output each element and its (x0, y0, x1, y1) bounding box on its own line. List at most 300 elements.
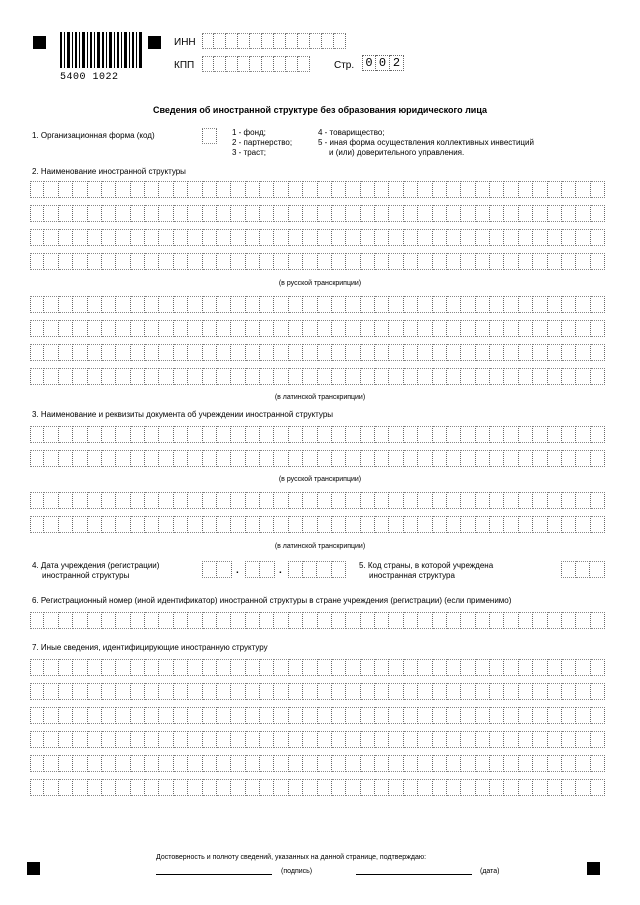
character-cell[interactable] (102, 426, 116, 443)
character-cell[interactable] (389, 320, 403, 337)
character-cell[interactable] (188, 229, 202, 246)
character-cell[interactable] (591, 683, 605, 700)
character-cell[interactable] (246, 296, 260, 313)
character-cell[interactable] (375, 344, 389, 361)
character-cell[interactable] (274, 426, 288, 443)
character-cell[interactable] (447, 320, 461, 337)
character-cell[interactable] (159, 731, 173, 748)
character-cell[interactable] (303, 516, 317, 533)
character-cell[interactable] (375, 253, 389, 270)
character-cell[interactable] (562, 731, 576, 748)
character-cell[interactable] (490, 344, 504, 361)
character-cell[interactable] (73, 253, 87, 270)
character-cell[interactable] (88, 205, 102, 222)
character-cell[interactable] (286, 56, 298, 72)
character-cell[interactable] (318, 659, 332, 676)
character-cell[interactable] (188, 450, 202, 467)
character-cell[interactable] (303, 450, 317, 467)
character-cell[interactable] (346, 683, 360, 700)
character-cell[interactable] (375, 426, 389, 443)
character-cell[interactable] (131, 205, 145, 222)
character-cell[interactable] (298, 33, 310, 49)
character-cell[interactable] (116, 368, 130, 385)
character-cell[interactable] (116, 296, 130, 313)
character-cell[interactable] (202, 56, 214, 72)
field4-month[interactable] (245, 561, 275, 578)
character-cell[interactable] (59, 229, 73, 246)
character-cell[interactable] (303, 492, 317, 509)
character-cell[interactable] (131, 368, 145, 385)
character-cell[interactable] (217, 181, 231, 198)
character-cell[interactable] (418, 755, 432, 772)
character-cell[interactable] (231, 492, 245, 509)
character-cell[interactable] (289, 516, 303, 533)
character-cell[interactable] (274, 253, 288, 270)
character-cell[interactable] (562, 205, 576, 222)
character-cell[interactable] (389, 731, 403, 748)
character-cell[interactable] (289, 426, 303, 443)
character-cell[interactable] (274, 229, 288, 246)
character-cell[interactable] (576, 516, 590, 533)
character-cell[interactable] (30, 426, 44, 443)
character-cell[interactable] (159, 205, 173, 222)
character-cell[interactable] (30, 612, 44, 629)
character-cell[interactable] (102, 320, 116, 337)
character-cell[interactable] (404, 296, 418, 313)
character-cell[interactable] (318, 296, 332, 313)
field3-doc-lat-row-1[interactable] (30, 492, 605, 509)
character-cell[interactable] (260, 659, 274, 676)
character-cell[interactable] (562, 683, 576, 700)
character-cell[interactable] (73, 731, 87, 748)
character-cell[interactable] (30, 320, 44, 337)
character-cell[interactable] (461, 253, 475, 270)
field4-year[interactable] (288, 561, 346, 578)
character-cell[interactable] (490, 229, 504, 246)
character-cell[interactable] (145, 426, 159, 443)
character-cell[interactable] (332, 561, 347, 578)
character-cell[interactable] (303, 779, 317, 796)
character-cell[interactable] (231, 731, 245, 748)
character-cell[interactable] (433, 755, 447, 772)
character-cell[interactable] (361, 683, 375, 700)
character-cell[interactable] (188, 659, 202, 676)
character-cell[interactable] (174, 426, 188, 443)
character-cell[interactable] (145, 755, 159, 772)
character-cell[interactable] (346, 344, 360, 361)
character-cell[interactable] (289, 253, 303, 270)
character-cell[interactable] (318, 426, 332, 443)
character-cell[interactable] (375, 612, 389, 629)
character-cell[interactable] (188, 492, 202, 509)
character-cell[interactable] (231, 368, 245, 385)
character-cell[interactable] (476, 707, 490, 724)
character-cell[interactable] (533, 659, 547, 676)
character-cell[interactable] (433, 492, 447, 509)
character-cell[interactable] (30, 492, 44, 509)
character-cell[interactable] (188, 368, 202, 385)
character-cell[interactable] (490, 612, 504, 629)
character-cell[interactable] (303, 181, 317, 198)
character-cell[interactable] (246, 612, 260, 629)
field2-name-ru-row-3[interactable] (30, 229, 605, 246)
character-cell[interactable] (461, 659, 475, 676)
character-cell[interactable] (375, 659, 389, 676)
character-cell[interactable] (260, 368, 274, 385)
character-cell[interactable] (44, 612, 58, 629)
character-cell[interactable] (174, 320, 188, 337)
character-cell[interactable] (461, 612, 475, 629)
character-cell[interactable] (174, 731, 188, 748)
character-cell[interactable] (332, 516, 346, 533)
character-cell[interactable] (418, 450, 432, 467)
character-cell[interactable] (145, 683, 159, 700)
character-cell[interactable] (231, 516, 245, 533)
character-cell[interactable] (188, 755, 202, 772)
character-cell[interactable] (576, 344, 590, 361)
character-cell[interactable] (59, 426, 73, 443)
character-cell[interactable] (274, 659, 288, 676)
character-cell[interactable] (203, 296, 217, 313)
character-cell[interactable] (433, 181, 447, 198)
date-line[interactable] (356, 874, 472, 875)
character-cell[interactable] (260, 320, 274, 337)
character-cell[interactable] (116, 755, 130, 772)
character-cell[interactable] (30, 755, 44, 772)
character-cell[interactable] (346, 205, 360, 222)
character-cell[interactable] (116, 731, 130, 748)
character-cell[interactable] (476, 450, 490, 467)
character-cell[interactable] (490, 731, 504, 748)
character-cell[interactable] (289, 492, 303, 509)
character-cell[interactable] (116, 492, 130, 509)
character-cell[interactable] (562, 368, 576, 385)
character-cell[interactable] (447, 779, 461, 796)
character-cell[interactable] (461, 731, 475, 748)
character-cell[interactable] (217, 731, 231, 748)
character-cell[interactable] (548, 229, 562, 246)
character-cell[interactable] (131, 659, 145, 676)
character-cell[interactable] (504, 492, 518, 509)
character-cell[interactable] (591, 296, 605, 313)
character-cell[interactable] (447, 492, 461, 509)
character-cell[interactable] (389, 492, 403, 509)
character-cell[interactable] (318, 731, 332, 748)
character-cell[interactable] (231, 659, 245, 676)
character-cell[interactable] (318, 612, 332, 629)
character-cell[interactable] (490, 368, 504, 385)
character-cell[interactable] (289, 205, 303, 222)
character-cell[interactable] (44, 779, 58, 796)
character-cell[interactable] (102, 731, 116, 748)
character-cell[interactable] (418, 296, 432, 313)
character-cell[interactable] (231, 779, 245, 796)
character-cell[interactable] (246, 229, 260, 246)
character-cell[interactable] (88, 492, 102, 509)
character-cell[interactable] (246, 253, 260, 270)
character-cell[interactable] (447, 731, 461, 748)
character-cell[interactable] (548, 181, 562, 198)
field2-name-ru-row-4[interactable] (30, 253, 605, 270)
character-cell[interactable] (44, 707, 58, 724)
character-cell[interactable] (490, 426, 504, 443)
character-cell[interactable] (504, 296, 518, 313)
character-cell[interactable] (404, 450, 418, 467)
character-cell[interactable] (433, 426, 447, 443)
character-cell[interactable] (591, 659, 605, 676)
character-cell[interactable] (116, 426, 130, 443)
character-cell[interactable] (476, 296, 490, 313)
character-cell[interactable] (533, 516, 547, 533)
character-cell[interactable] (131, 516, 145, 533)
character-cell[interactable] (490, 683, 504, 700)
character-cell[interactable] (188, 296, 202, 313)
character-cell[interactable] (576, 450, 590, 467)
character-cell[interactable] (375, 450, 389, 467)
character-cell[interactable] (389, 181, 403, 198)
character-cell[interactable] (30, 181, 44, 198)
character-cell[interactable] (332, 612, 346, 629)
character-cell[interactable] (73, 368, 87, 385)
character-cell[interactable] (375, 296, 389, 313)
character-cell[interactable] (418, 320, 432, 337)
character-cell[interactable] (44, 181, 58, 198)
kpp-field[interactable] (202, 56, 310, 72)
character-cell[interactable] (203, 368, 217, 385)
field7-row-2[interactable] (30, 683, 605, 700)
character-cell[interactable] (375, 731, 389, 748)
character-cell[interactable] (433, 229, 447, 246)
character-cell[interactable] (389, 707, 403, 724)
character-cell[interactable] (418, 344, 432, 361)
character-cell[interactable] (361, 320, 375, 337)
character-cell[interactable] (30, 731, 44, 748)
character-cell[interactable] (260, 344, 274, 361)
character-cell[interactable] (591, 426, 605, 443)
character-cell[interactable] (131, 344, 145, 361)
character-cell[interactable] (318, 779, 332, 796)
character-cell[interactable] (303, 320, 317, 337)
character-cell[interactable] (231, 683, 245, 700)
character-cell[interactable] (318, 205, 332, 222)
character-cell[interactable] (548, 253, 562, 270)
character-cell[interactable] (361, 516, 375, 533)
character-cell[interactable] (274, 368, 288, 385)
character-cell[interactable] (562, 253, 576, 270)
character-cell[interactable] (591, 344, 605, 361)
character-cell[interactable] (318, 320, 332, 337)
character-cell[interactable] (433, 253, 447, 270)
character-cell[interactable] (59, 320, 73, 337)
field3-doc-ru-row-1[interactable] (30, 426, 605, 443)
character-cell[interactable] (217, 320, 231, 337)
character-cell[interactable] (59, 368, 73, 385)
character-cell[interactable] (318, 755, 332, 772)
character-cell[interactable] (576, 229, 590, 246)
character-cell[interactable] (548, 368, 562, 385)
character-cell[interactable] (375, 320, 389, 337)
character-cell[interactable] (217, 344, 231, 361)
character-cell[interactable] (346, 426, 360, 443)
character-cell[interactable] (231, 181, 245, 198)
character-cell[interactable] (562, 612, 576, 629)
character-cell[interactable] (389, 426, 403, 443)
character-cell[interactable] (361, 492, 375, 509)
character-cell[interactable] (562, 659, 576, 676)
character-cell[interactable] (519, 659, 533, 676)
character-cell[interactable] (303, 612, 317, 629)
character-cell[interactable] (332, 731, 346, 748)
character-cell[interactable] (274, 56, 286, 72)
character-cell[interactable] (59, 731, 73, 748)
character-cell[interactable] (375, 205, 389, 222)
character-cell[interactable] (73, 205, 87, 222)
character-cell[interactable] (533, 181, 547, 198)
character-cell[interactable] (231, 707, 245, 724)
character-cell[interactable] (361, 205, 375, 222)
character-cell[interactable] (504, 707, 518, 724)
character-cell[interactable] (246, 779, 260, 796)
character-cell[interactable] (490, 296, 504, 313)
character-cell[interactable] (289, 229, 303, 246)
character-cell[interactable] (145, 659, 159, 676)
character-cell[interactable] (461, 181, 475, 198)
character-cell[interactable] (576, 561, 591, 578)
character-cell[interactable] (389, 344, 403, 361)
character-cell[interactable] (159, 779, 173, 796)
character-cell[interactable] (174, 296, 188, 313)
character-cell[interactable] (274, 344, 288, 361)
character-cell[interactable] (260, 229, 274, 246)
character-cell[interactable] (274, 755, 288, 772)
character-cell[interactable] (116, 659, 130, 676)
character-cell[interactable] (217, 516, 231, 533)
character-cell[interactable] (361, 731, 375, 748)
character-cell[interactable] (490, 320, 504, 337)
character-cell[interactable] (318, 492, 332, 509)
character-cell[interactable] (159, 755, 173, 772)
character-cell[interactable] (59, 779, 73, 796)
character-cell[interactable] (246, 755, 260, 772)
character-cell[interactable] (174, 683, 188, 700)
character-cell[interactable] (217, 683, 231, 700)
character-cell[interactable] (159, 707, 173, 724)
character-cell[interactable] (504, 181, 518, 198)
character-cell[interactable] (217, 561, 232, 578)
character-cell[interactable] (433, 320, 447, 337)
character-cell[interactable] (404, 731, 418, 748)
character-cell[interactable] (418, 492, 432, 509)
character-cell[interactable] (73, 612, 87, 629)
character-cell[interactable] (174, 253, 188, 270)
character-cell[interactable] (203, 229, 217, 246)
character-cell[interactable] (332, 426, 346, 443)
character-cell[interactable] (562, 779, 576, 796)
character-cell[interactable] (346, 450, 360, 467)
character-cell[interactable] (102, 707, 116, 724)
character-cell[interactable] (73, 683, 87, 700)
character-cell[interactable] (461, 344, 475, 361)
character-cell[interactable] (461, 707, 475, 724)
character-cell[interactable] (318, 707, 332, 724)
field3-doc-ru-row-2[interactable] (30, 450, 605, 467)
character-cell[interactable] (159, 612, 173, 629)
character-cell[interactable] (504, 426, 518, 443)
character-cell[interactable] (433, 707, 447, 724)
character-cell[interactable] (231, 229, 245, 246)
character-cell[interactable] (44, 296, 58, 313)
character-cell[interactable] (504, 612, 518, 629)
character-cell[interactable] (548, 320, 562, 337)
character-cell[interactable] (131, 731, 145, 748)
character-cell[interactable] (346, 320, 360, 337)
character-cell[interactable] (203, 612, 217, 629)
character-cell[interactable] (246, 368, 260, 385)
character-cell[interactable] (418, 659, 432, 676)
character-cell[interactable] (246, 659, 260, 676)
character-cell[interactable] (288, 561, 303, 578)
character-cell[interactable] (433, 368, 447, 385)
character-cell[interactable] (461, 683, 475, 700)
character-cell[interactable] (461, 755, 475, 772)
character-cell[interactable] (30, 779, 44, 796)
character-cell[interactable] (274, 450, 288, 467)
character-cell[interactable] (246, 344, 260, 361)
character-cell[interactable] (131, 229, 145, 246)
character-cell[interactable] (447, 707, 461, 724)
character-cell[interactable] (73, 426, 87, 443)
character-cell[interactable] (217, 779, 231, 796)
character-cell[interactable] (447, 368, 461, 385)
character-cell[interactable] (159, 683, 173, 700)
character-cell[interactable] (30, 368, 44, 385)
character-cell[interactable] (274, 181, 288, 198)
character-cell[interactable] (389, 612, 403, 629)
field2-name-lat-row-3[interactable] (30, 344, 605, 361)
character-cell[interactable] (44, 755, 58, 772)
character-cell[interactable] (476, 659, 490, 676)
character-cell[interactable] (317, 561, 332, 578)
character-cell[interactable] (404, 492, 418, 509)
character-cell[interactable] (73, 320, 87, 337)
character-cell[interactable] (30, 344, 44, 361)
character-cell[interactable] (217, 368, 231, 385)
character-cell[interactable] (404, 516, 418, 533)
character-cell[interactable] (260, 253, 274, 270)
character-cell[interactable] (88, 707, 102, 724)
character-cell[interactable] (389, 205, 403, 222)
character-cell[interactable] (433, 450, 447, 467)
character-cell[interactable] (231, 612, 245, 629)
character-cell[interactable] (533, 320, 547, 337)
character-cell[interactable] (203, 344, 217, 361)
character-cell[interactable] (447, 229, 461, 246)
character-cell[interactable] (490, 492, 504, 509)
character-cell[interactable] (404, 659, 418, 676)
character-cell[interactable] (203, 492, 217, 509)
character-cell[interactable] (289, 779, 303, 796)
character-cell[interactable] (44, 253, 58, 270)
character-cell[interactable] (519, 344, 533, 361)
character-cell[interactable] (217, 426, 231, 443)
character-cell[interactable] (174, 779, 188, 796)
character-cell[interactable] (217, 612, 231, 629)
character-cell[interactable] (274, 612, 288, 629)
character-cell[interactable] (88, 296, 102, 313)
character-cell[interactable] (346, 659, 360, 676)
character-cell[interactable] (159, 320, 173, 337)
character-cell[interactable] (447, 612, 461, 629)
